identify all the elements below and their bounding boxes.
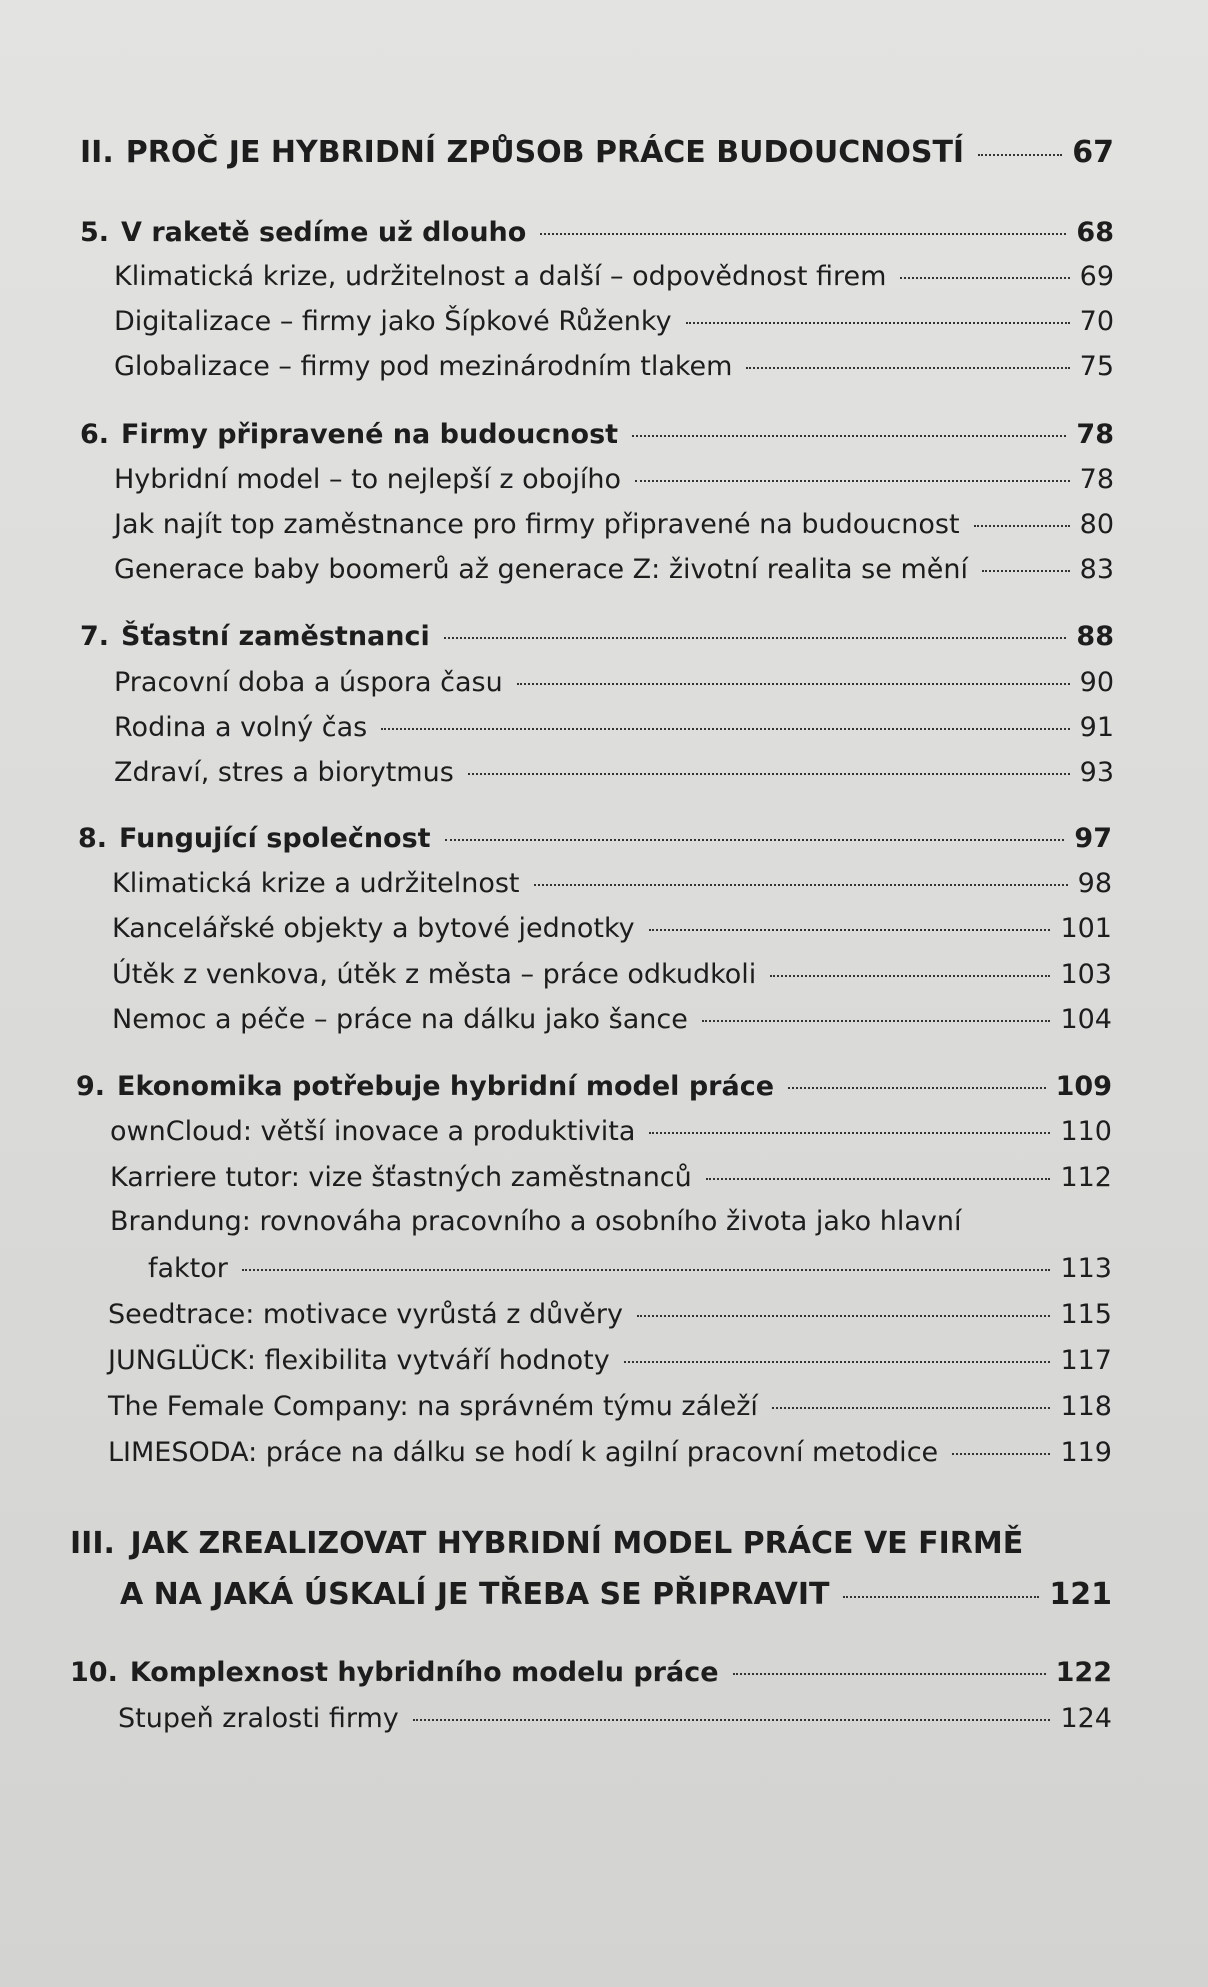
page-number: 90	[1079, 667, 1114, 698]
part-title-continued: A NA JAKÁ ÚSKALÍ JE TŘEBA SE PŘIPRAVIT	[120, 1577, 830, 1612]
dot-leader	[242, 1269, 1051, 1271]
chapter-title: Fungující společnost	[119, 823, 431, 854]
chapter-title: Komplexnost hybridního modelu práce	[129, 1657, 719, 1688]
section-title: Globalizace – firmy pod mezinárodním tlakem	[114, 351, 733, 382]
toc-section[interactable]	[112, 867, 1112, 901]
page-number: 118	[1060, 1391, 1112, 1422]
dot-leader	[733, 1673, 1046, 1675]
section-title: Karriere tutor: vize šťastných zaměstnanců	[110, 1162, 692, 1193]
dot-leader	[770, 975, 1050, 977]
toc-section[interactable]	[108, 1344, 1112, 1378]
page-number: 119	[1060, 1437, 1112, 1468]
part-title: JAK ZREALIZOVAT HYBRIDNÍ MODEL PRÁCE VE FIRMĚ	[130, 1526, 1024, 1561]
chapter-number: 5.	[80, 217, 110, 248]
dot-leader	[686, 322, 1070, 324]
section-title: Seedtrace: motivace vyrůstá z důvěry	[108, 1299, 623, 1330]
dot-leader	[444, 637, 1067, 639]
dot-leader	[649, 929, 1051, 931]
toc-section[interactable]	[114, 260, 1114, 294]
section-title: Klimatická krize a udržitelnost	[112, 868, 520, 899]
section-title: Kancelářské objekty a bytové jednotky	[112, 913, 635, 944]
section-title: Rodina a volný čas	[114, 712, 368, 743]
section-title: Stupeň zralosti firmy	[118, 1703, 399, 1734]
section-title: Pracovní doba a úspora času	[114, 667, 503, 698]
page-number: 117	[1060, 1345, 1112, 1376]
part-number: III.	[70, 1526, 115, 1561]
section-title: Klimatická krize, udržitelnost a další – odpovědnost firem	[114, 261, 887, 292]
section-title: Hybridní model – to nejlepší z obojího	[114, 464, 621, 495]
page-number: 103	[1060, 959, 1112, 990]
toc-chapter-9[interactable]	[76, 1070, 1112, 1104]
toc-chapter-7[interactable]	[80, 620, 1114, 654]
toc-section[interactable]	[108, 1298, 1112, 1332]
toc-part-2[interactable]	[80, 136, 1114, 170]
page-number: 97	[1074, 823, 1112, 854]
toc-section[interactable]	[112, 958, 1112, 992]
part-number: II.	[80, 135, 114, 170]
chapter-title: Firmy připravené na budoucnost	[121, 419, 619, 450]
dot-leader	[540, 233, 1066, 235]
chapter-number: 9.	[76, 1071, 106, 1102]
page-number: 122	[1055, 1657, 1112, 1688]
toc-part-3-line1[interactable]	[70, 1526, 1023, 1561]
dot-leader	[517, 683, 1070, 685]
section-title: The Female Company: na správném týmu záleží	[108, 1391, 758, 1422]
page-number: 104	[1060, 1004, 1112, 1035]
page-number: 101	[1060, 913, 1112, 944]
chapter-title: V raketě sedíme už dlouho	[121, 217, 527, 248]
toc-section[interactable]	[118, 1702, 1112, 1736]
dot-leader	[772, 1407, 1051, 1409]
toc-chapter-5[interactable]	[80, 216, 1114, 250]
page-number: 69	[1079, 261, 1114, 292]
chapter-number: 6.	[80, 419, 110, 450]
page-number: 109	[1055, 1071, 1112, 1102]
page-number: 78	[1079, 464, 1114, 495]
chapter-number: 7.	[80, 621, 110, 652]
page-number: 110	[1060, 1116, 1112, 1147]
toc-section[interactable]	[112, 912, 1112, 946]
page-number: 124	[1060, 1703, 1112, 1734]
section-title: JUNGLÜCK: flexibilita vytváří hodnoty	[108, 1345, 610, 1376]
section-title: Jak najít top zaměstnance pro firmy připravené na budoucnost	[114, 509, 960, 540]
page-number: 78	[1076, 419, 1114, 450]
page-number: 112	[1060, 1162, 1112, 1193]
toc-chapter-8[interactable]	[78, 822, 1112, 856]
toc-section[interactable]	[112, 1003, 1112, 1037]
toc-section[interactable]	[148, 1252, 1112, 1286]
section-title: ownCloud: větší inovace a produktivita	[110, 1116, 636, 1147]
section-title: Nemoc a péče – práce na dálku jako šance	[112, 1004, 688, 1035]
page-number: 98	[1077, 868, 1112, 899]
dot-leader	[982, 570, 1070, 572]
toc-section[interactable]	[114, 711, 1114, 745]
page-number: 113	[1060, 1253, 1112, 1284]
dot-leader	[637, 1315, 1050, 1317]
toc-section[interactable]	[114, 666, 1114, 700]
toc-section[interactable]	[110, 1161, 1112, 1195]
toc-section[interactable]	[114, 305, 1114, 339]
toc-part-3[interactable]	[120, 1578, 1112, 1612]
dot-leader	[746, 367, 1069, 369]
chapter-title: Šťastní zaměstnanci	[121, 621, 430, 652]
toc-chapter-10[interactable]	[70, 1656, 1112, 1690]
chapter-number: 10.	[70, 1657, 118, 1688]
dot-leader	[624, 1361, 1051, 1363]
dot-leader	[952, 1453, 1050, 1455]
dot-leader	[635, 480, 1070, 482]
dot-leader	[413, 1719, 1051, 1721]
page-number: 115	[1060, 1299, 1112, 1330]
dot-leader	[468, 773, 1070, 775]
toc-chapter-6[interactable]	[80, 418, 1114, 452]
dot-leader	[445, 839, 1065, 841]
page-number: 80	[1079, 509, 1114, 540]
dot-leader	[702, 1020, 1051, 1022]
toc-section[interactable]	[108, 1390, 1112, 1424]
page-number: 91	[1079, 712, 1114, 743]
page-number: 67	[1072, 135, 1114, 170]
dot-leader	[978, 154, 1062, 156]
dot-leader	[534, 884, 1068, 886]
chapter-number: 8.	[78, 823, 108, 854]
section-title: Digitalizace – firmy jako Šípkové Růženky	[114, 306, 672, 337]
page-number: 88	[1076, 621, 1114, 652]
part-title: PROČ JE HYBRIDNÍ ZPŮSOB PRÁCE BUDOUCNOSTÍ	[125, 135, 965, 170]
dot-leader	[843, 1596, 1039, 1598]
dot-leader	[706, 1178, 1051, 1180]
toc-section[interactable]	[108, 1436, 1112, 1470]
section-title-continued: faktor	[148, 1253, 228, 1284]
toc-section[interactable]	[114, 756, 1114, 790]
toc-section[interactable]	[114, 463, 1114, 497]
dot-leader	[788, 1087, 1046, 1089]
toc-section[interactable]	[114, 553, 1114, 587]
section-title: Generace baby boomerů až generace Z: životní realita se mění	[114, 554, 968, 585]
dot-leader	[900, 277, 1069, 279]
page-number: 70	[1079, 306, 1114, 337]
page-number: 75	[1079, 351, 1114, 382]
toc-section[interactable]	[110, 1115, 1112, 1149]
chapter-title: Ekonomika potřebuje hybridní model práce	[117, 1071, 775, 1102]
page-number: 83	[1079, 554, 1114, 585]
page-number: 93	[1079, 757, 1114, 788]
section-title: LIMESODA: práce na dálku se hodí k agilní pracovní metodice	[108, 1437, 939, 1468]
dot-leader	[381, 728, 1069, 730]
dot-leader	[632, 435, 1066, 437]
toc-section[interactable]	[114, 508, 1114, 542]
section-title: Útěk z venkova, útěk z města – práce odkudkoli	[112, 959, 757, 990]
section-title: Zdraví, stres a biorytmus	[114, 757, 454, 788]
toc-section-line1[interactable]: Brandung: rovnováha pracovního a osobního života jako hlavní	[110, 1206, 962, 1237]
page-number: 121	[1049, 1577, 1112, 1612]
dot-leader	[974, 525, 1070, 527]
page-number: 68	[1076, 217, 1114, 248]
dot-leader	[649, 1132, 1050, 1134]
toc-section[interactable]	[114, 350, 1114, 384]
